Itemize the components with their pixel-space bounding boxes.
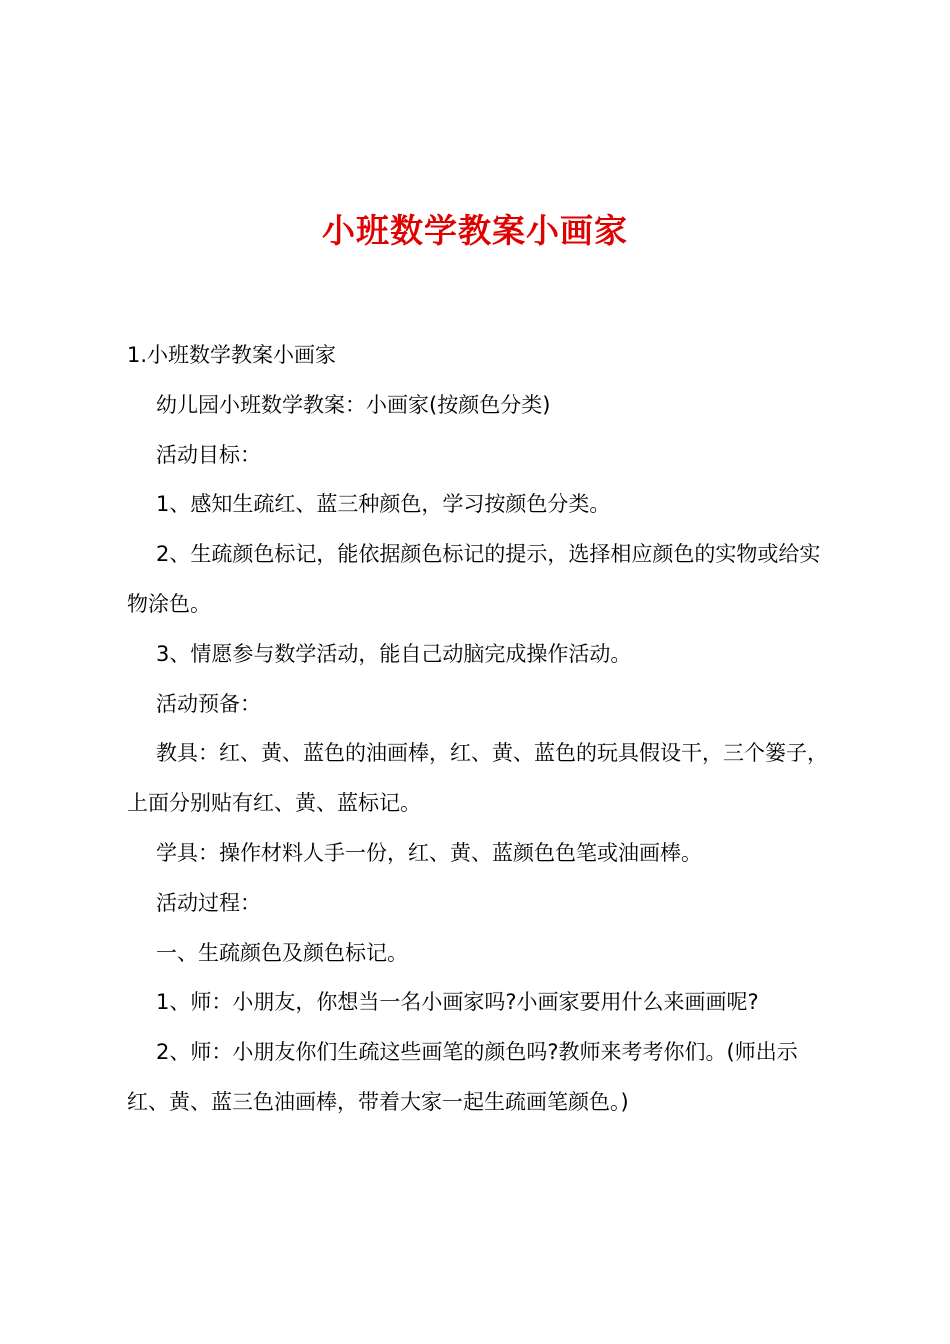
document-body bbox=[127, 331, 839, 1128]
paragraph: 一、生疏颜色及颜色标记。 bbox=[156, 940, 408, 965]
paragraph: 2、生疏颜色标记，能依据颜色标记的提示，选择相应颜色的实物或给实物涂色。 bbox=[127, 542, 821, 616]
paragraph: 幼儿园小班数学教案：小画家(按颜色分类) bbox=[156, 392, 551, 417]
paragraph: 1.小班数学教案小画家 bbox=[127, 343, 337, 367]
paragraph: 2、师：小朋友你们生疏这些画笔的颜色吗?教师来考考你们。(师出示红、黄、蓝三色油画棒，带着大家一起生疏画笔颜色。) bbox=[127, 1040, 798, 1114]
paragraph: 教具：红、黄、蓝色的油画棒，红、黄、蓝色的玩具假设干，三个篓子，上面分别贴有红、黄、蓝标记。 bbox=[127, 741, 828, 816]
paragraph: 活动过程： bbox=[156, 890, 261, 915]
paragraph: 活动目标： bbox=[156, 442, 261, 467]
document-title: 小班数学教案小画家 bbox=[322, 211, 628, 250]
paragraph: 活动预备： bbox=[156, 691, 261, 716]
paragraph: 3、情愿参与数学活动，能自己动脑完成操作活动。 bbox=[156, 641, 632, 666]
paragraph: 1、师：小朋友，你想当一名小画家吗?小画家要用什么来画画呢? bbox=[156, 990, 759, 1015]
paragraph: 学具：操作材料人手一份，红、黄、蓝颜色色笔或油画棒。 bbox=[156, 840, 702, 865]
paragraph: 1、感知生疏红、蓝三种颜色，学习按颜色分类。 bbox=[156, 492, 611, 517]
